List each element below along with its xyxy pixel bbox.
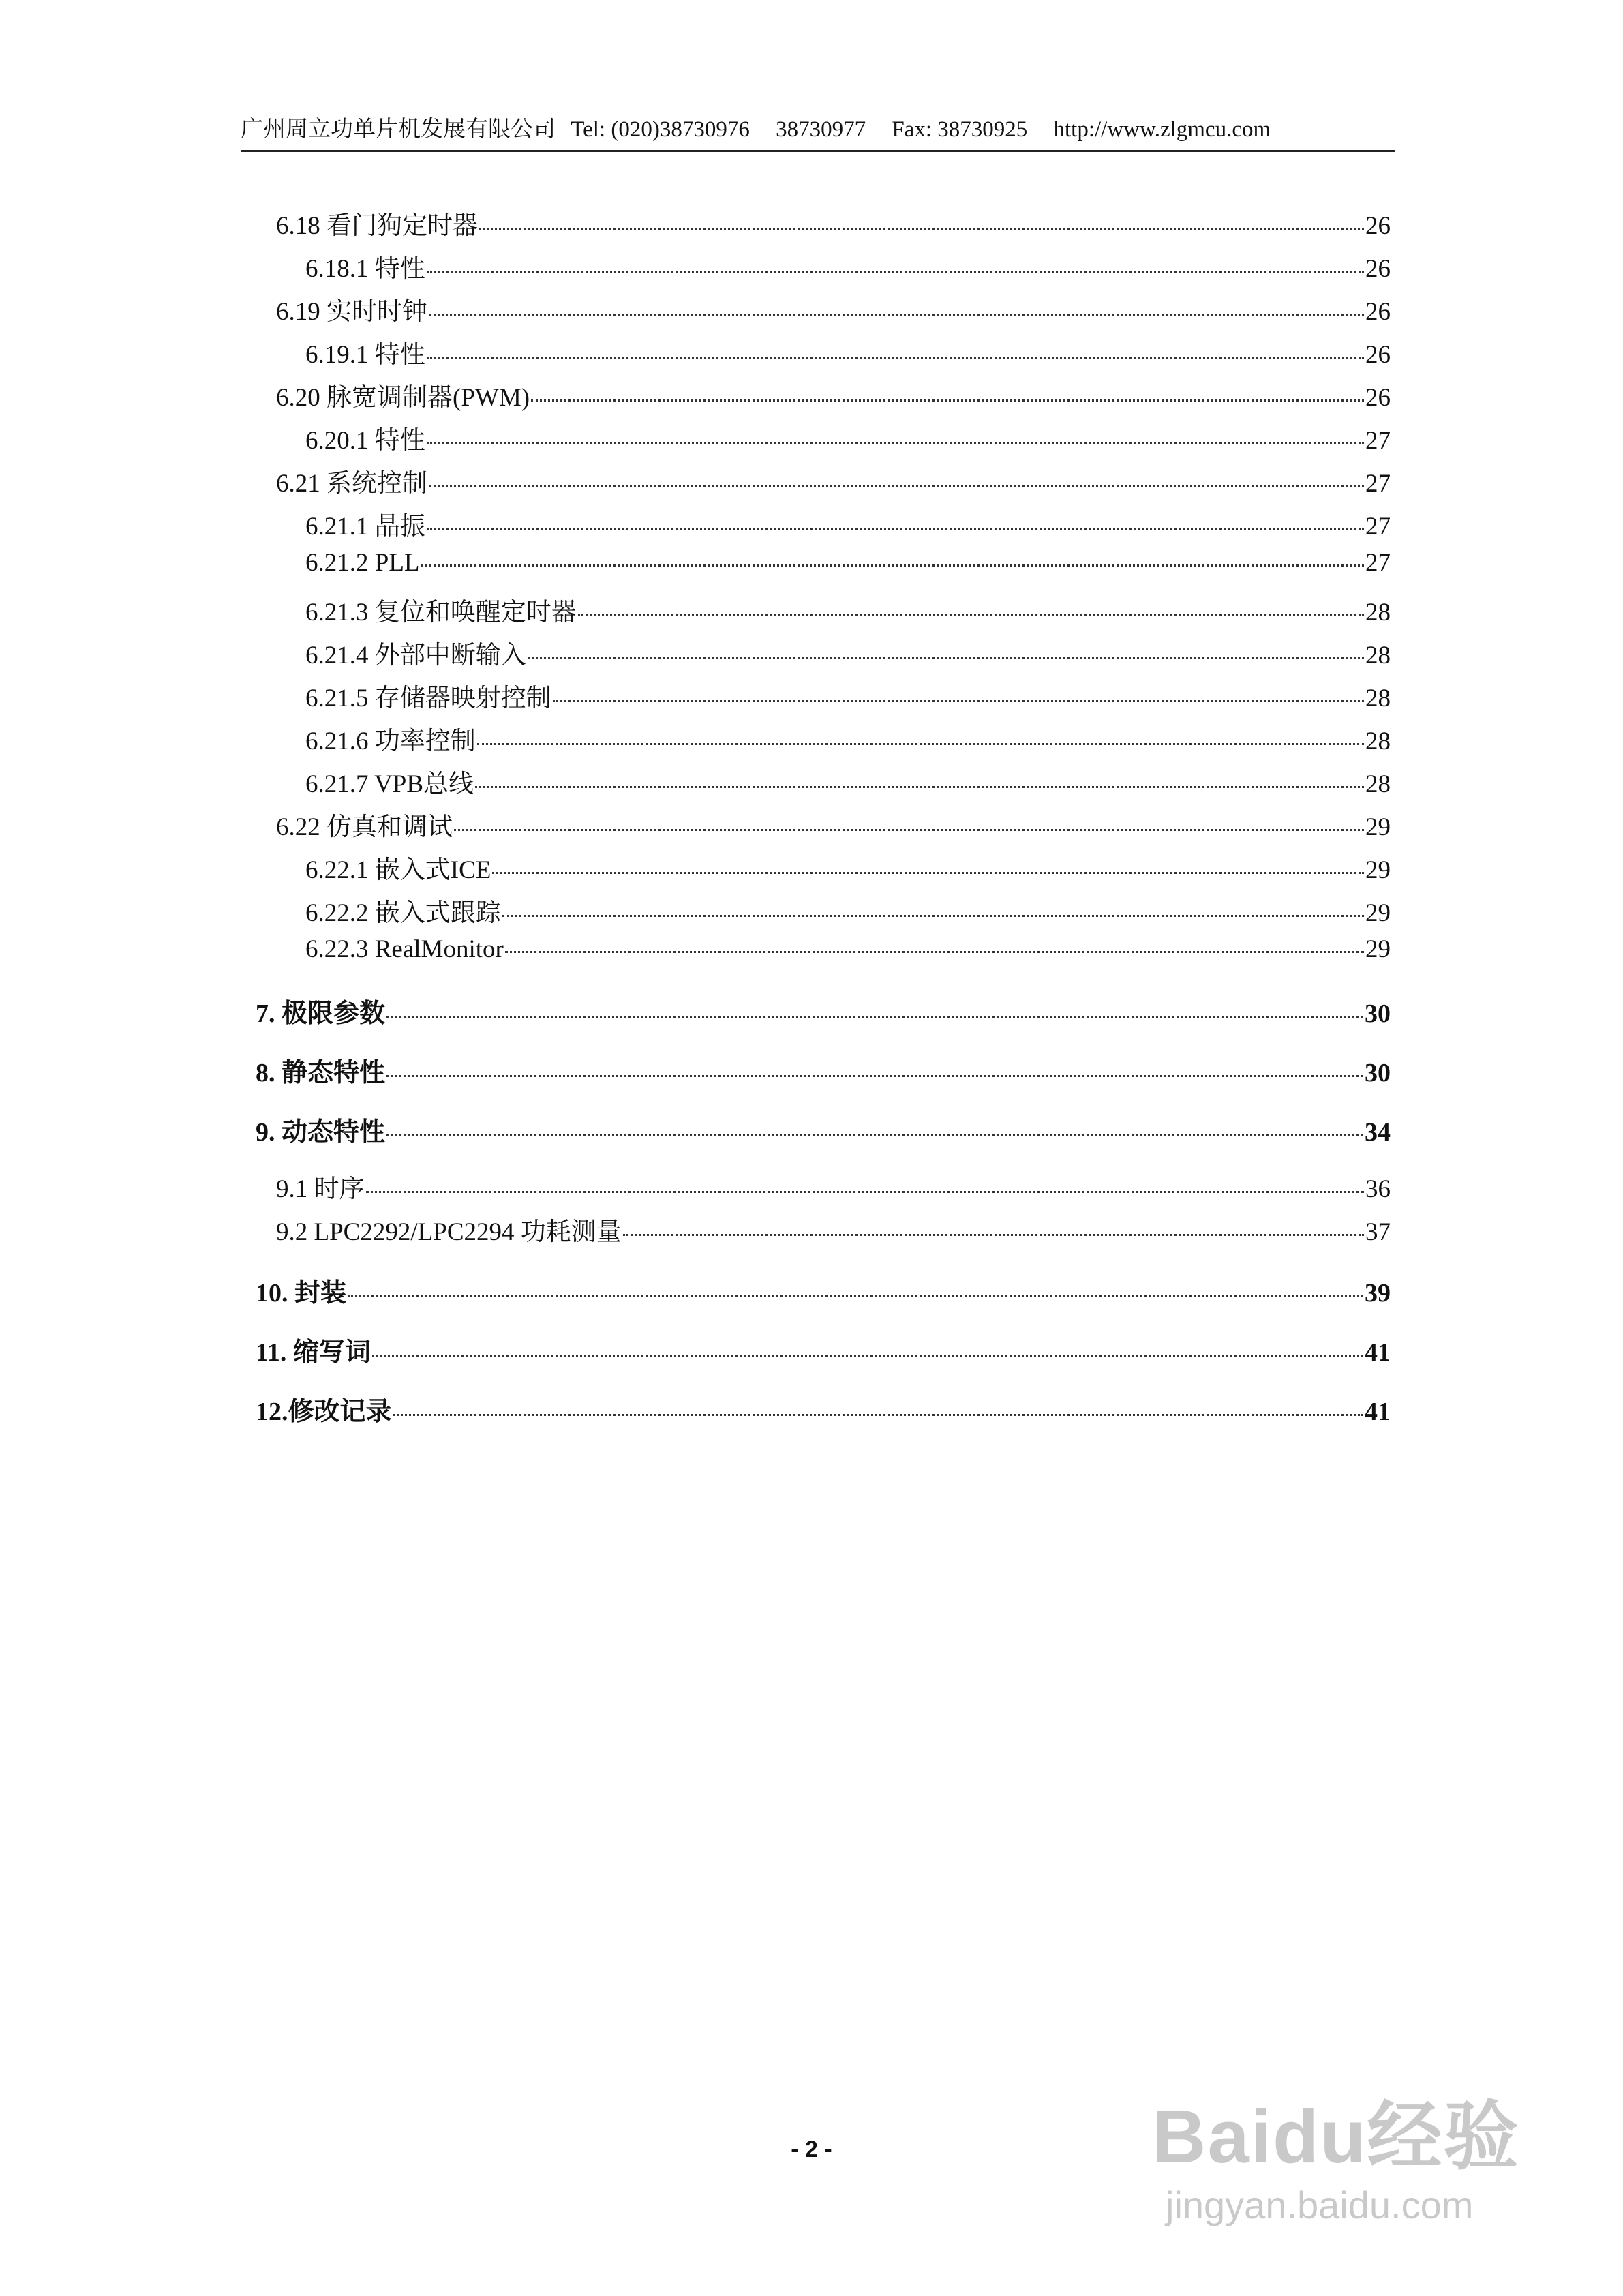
toc-dot-leader bbox=[623, 1234, 1364, 1236]
toc-entry[interactable] bbox=[305, 720, 1391, 757]
toc-entry-title: 6.21.6 功率控制 bbox=[305, 727, 476, 755]
toc-entry-page: 28 bbox=[1365, 599, 1391, 626]
toc-entry-title: 6.19 实时时钟 bbox=[276, 298, 427, 326]
toc-entry-page: 29 bbox=[1365, 935, 1391, 963]
toc-entry-page: 30 bbox=[1365, 999, 1391, 1028]
watermark-url: jingyan.baidu.com bbox=[1166, 2184, 1474, 2226]
toc-entry[interactable] bbox=[305, 419, 1391, 456]
toc-entry-page: 28 bbox=[1365, 770, 1391, 798]
toc-entry[interactable] bbox=[276, 1211, 1391, 1248]
page-header bbox=[241, 116, 1395, 152]
toc-entry[interactable] bbox=[276, 1168, 1391, 1205]
toc-entry-page: 41 bbox=[1365, 1338, 1391, 1367]
toc-entry[interactable] bbox=[305, 634, 1391, 671]
toc-entry-title: 6.21.5 存储器映射控制 bbox=[305, 684, 551, 712]
baidu-watermark bbox=[1152, 2093, 1561, 2250]
toc-entry-title: 7. 极限参数 bbox=[256, 999, 386, 1028]
toc-entry-title: 6.18 看门狗定时器 bbox=[276, 212, 478, 240]
toc-entry-page: 28 bbox=[1365, 727, 1391, 755]
toc-dot-leader bbox=[578, 614, 1364, 616]
toc-dot-leader bbox=[454, 829, 1364, 831]
toc-entry-title: 6.19.1 特性 bbox=[305, 341, 425, 369]
toc-entry-page: 34 bbox=[1365, 1118, 1391, 1147]
toc-dot-leader bbox=[502, 915, 1364, 917]
toc-dot-leader bbox=[479, 228, 1364, 230]
toc-entry-title: 6.21.2 PLL bbox=[305, 549, 420, 577]
toc-entry-page: 26 bbox=[1365, 255, 1391, 283]
toc-entry-page: 41 bbox=[1365, 1398, 1391, 1426]
toc-entry[interactable] bbox=[305, 505, 1391, 542]
toc-entry[interactable] bbox=[276, 376, 1391, 413]
toc-entry-page: 28 bbox=[1365, 684, 1391, 712]
toc-entry-title: 11. 缩写词 bbox=[256, 1338, 371, 1367]
toc-entry[interactable] bbox=[305, 677, 1391, 714]
toc-entry[interactable] bbox=[276, 205, 1391, 241]
toc-entry[interactable] bbox=[256, 992, 1391, 1029]
toc-dot-leader bbox=[393, 1414, 1363, 1416]
toc-entry[interactable] bbox=[256, 1331, 1391, 1368]
toc-entry-page: 36 bbox=[1365, 1175, 1391, 1203]
toc-entry[interactable] bbox=[276, 290, 1391, 327]
toc-dot-leader bbox=[348, 1295, 1363, 1297]
toc-entry-title: 6.18.1 特性 bbox=[305, 255, 425, 283]
toc-entry-title: 6.21.7 VPB总线 bbox=[305, 770, 474, 798]
toc-entry-page: 26 bbox=[1365, 384, 1391, 412]
toc-entry-title: 9.1 时序 bbox=[276, 1175, 365, 1203]
toc-entry-page: 26 bbox=[1365, 298, 1391, 326]
toc-entry[interactable] bbox=[305, 935, 1391, 964]
watermark-logo bbox=[1152, 2093, 1561, 2181]
toc-entry-title: 6.22 仿真和调试 bbox=[276, 813, 453, 841]
toc-entry-page: 29 bbox=[1365, 813, 1391, 841]
toc-entry[interactable] bbox=[256, 1051, 1391, 1089]
toc-entry-page: 39 bbox=[1365, 1279, 1391, 1308]
toc-entry[interactable] bbox=[305, 892, 1391, 928]
toc-entry-title: 10. 封装 bbox=[256, 1279, 347, 1308]
toc-dot-leader bbox=[386, 1075, 1363, 1077]
header-tel: Tel: (020)38730976 bbox=[571, 117, 750, 142]
toc-entry[interactable] bbox=[256, 1271, 1391, 1309]
toc-entry[interactable] bbox=[276, 806, 1391, 843]
toc-dot-leader bbox=[531, 399, 1364, 402]
toc-dot-leader bbox=[553, 700, 1364, 702]
toc-entry[interactable] bbox=[305, 333, 1391, 370]
toc-dot-leader bbox=[528, 657, 1364, 659]
toc-dot-leader bbox=[505, 951, 1364, 953]
toc-dot-leader bbox=[427, 528, 1364, 530]
watermark-logo-text: Baidu经验 bbox=[1152, 2095, 1520, 2179]
toc-entry[interactable] bbox=[256, 1390, 1391, 1428]
toc-entry-page: 26 bbox=[1365, 341, 1391, 369]
toc-entry-title: 9. 动态特性 bbox=[256, 1118, 386, 1147]
toc-entry-title: 8. 静态特性 bbox=[256, 1059, 386, 1087]
toc-entry[interactable] bbox=[276, 462, 1391, 499]
toc-entry-page: 26 bbox=[1365, 212, 1391, 240]
toc-dot-leader bbox=[477, 743, 1364, 745]
toc-entry-page: 27 bbox=[1365, 549, 1391, 577]
toc-entry-title: 6.22.1 嵌入式ICE bbox=[305, 856, 491, 884]
header-company: 广州周立功单片机发展有限公司 bbox=[241, 117, 556, 142]
toc-dot-leader bbox=[492, 872, 1364, 874]
toc-entry-title: 6.20 脉宽调制器(PWM) bbox=[276, 384, 530, 412]
toc-entry-page: 29 bbox=[1365, 899, 1391, 927]
page-number: - 2 - bbox=[791, 2136, 832, 2162]
toc-entry[interactable] bbox=[305, 763, 1391, 800]
toc-entry-title: 6.22.2 嵌入式跟踪 bbox=[305, 899, 501, 927]
toc-entry-page: 27 bbox=[1365, 513, 1391, 541]
toc-entry-title: 6.20.1 特性 bbox=[305, 427, 425, 455]
toc-entry-title: 6.21.3 复位和唤醒定时器 bbox=[305, 599, 577, 626]
toc-dot-leader bbox=[427, 442, 1364, 444]
toc-dot-leader bbox=[427, 357, 1364, 359]
toc-entry-title: 6.21.1 晶振 bbox=[305, 513, 425, 541]
toc-entry-title: 6.21.4 外部中断输入 bbox=[305, 641, 526, 669]
toc-entry-title: 9.2 LPC2292/LPC2294 功耗测量 bbox=[276, 1218, 622, 1246]
toc-dot-leader bbox=[427, 271, 1364, 273]
toc-entry-page: 37 bbox=[1365, 1218, 1391, 1246]
toc-entry[interactable] bbox=[256, 1111, 1391, 1148]
toc-entry-title: 12.修改记录 bbox=[256, 1398, 392, 1426]
header-tel2: 38730977 bbox=[776, 117, 866, 142]
toc-entry[interactable] bbox=[305, 247, 1391, 284]
toc-dot-leader bbox=[386, 1016, 1363, 1018]
toc-entry-page: 27 bbox=[1365, 427, 1391, 455]
toc-entry[interactable] bbox=[305, 849, 1391, 886]
toc-dot-leader bbox=[429, 314, 1364, 316]
toc-dot-leader bbox=[421, 564, 1364, 567]
toc-entry-title: 6.22.3 RealMonitor bbox=[305, 935, 504, 963]
toc-entry-page: 28 bbox=[1365, 641, 1391, 669]
toc-entry[interactable] bbox=[305, 548, 1391, 577]
toc-dot-leader bbox=[475, 786, 1364, 788]
toc-dot-leader bbox=[429, 485, 1364, 487]
toc-entry-page: 27 bbox=[1365, 470, 1391, 498]
header-url: http://www.zlgmcu.com bbox=[1053, 117, 1271, 142]
toc-dot-leader bbox=[366, 1191, 1365, 1193]
toc-entry[interactable] bbox=[305, 591, 1391, 628]
header-fax: Fax: 38730925 bbox=[892, 117, 1028, 142]
toc-dot-leader bbox=[372, 1355, 1363, 1357]
toc-entry-title: 6.21 系统控制 bbox=[276, 470, 427, 498]
toc-entry-page: 30 bbox=[1365, 1059, 1391, 1087]
toc-dot-leader bbox=[386, 1134, 1363, 1136]
toc-entry-page: 29 bbox=[1365, 856, 1391, 884]
